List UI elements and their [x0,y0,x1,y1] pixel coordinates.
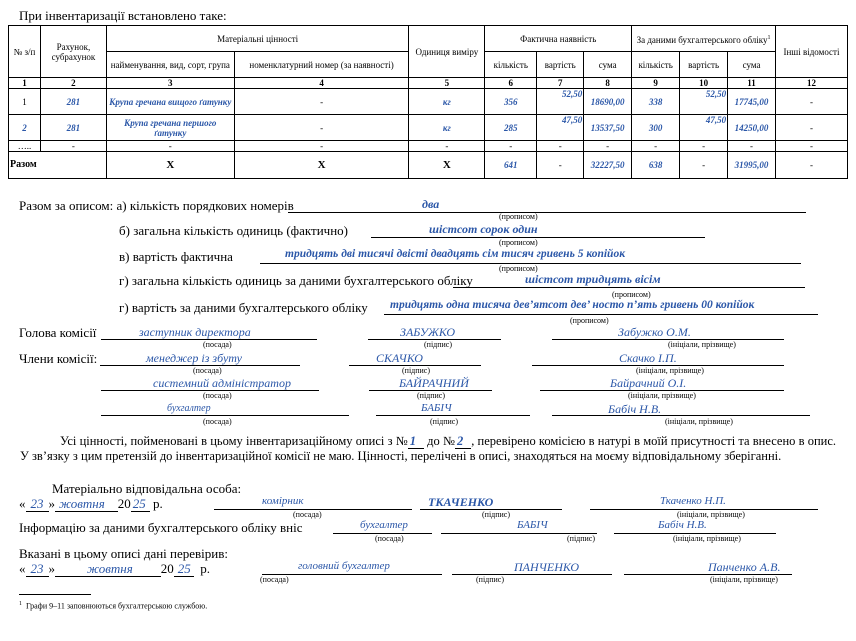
caption-initials: (ініціали, прізвище) [628,391,696,400]
cell-other: - [775,141,847,152]
header-num: № з/п [9,26,41,78]
entered-label: Інформацію за даними бухгалтерського обліку вніс [19,520,303,535]
member2-name: Байрачний О.І. [610,376,687,390]
cell-qty: 356 [485,89,537,115]
member3-signature-line [376,403,530,416]
cell-price: 47,50 [537,115,584,141]
total-name: Х [106,152,234,179]
statement-paragraph [20,434,836,464]
responsible-year: 25 [132,496,146,511]
member1-name-line [532,351,784,366]
summary-lead: Разом за описом: а) кількість порядкових номерів [19,198,294,213]
member2-position: системний адміністратор [153,376,291,390]
total-books-qty: 638 [632,152,680,179]
caption-signature: (підпис) [476,575,505,584]
statement-text-1: Усі цінності, пойменовані в цьому інвентаризаційному описі з № [60,434,408,448]
checked-label: Вказані в цьому описі дані перевірив: [19,546,228,561]
col-number: 7 [537,78,584,89]
col-number: 6 [485,78,537,89]
checked-name-line [624,561,792,575]
member3-signature: БАБІЧ [421,402,452,414]
total-books-price: - [680,152,728,179]
col-number: 3 [106,78,234,89]
entered-position: бухгалтер [360,519,408,531]
cell-books-sum: 17745,00 [728,89,776,115]
cell-other: - [775,89,847,115]
checked-year-prefix: 20 [160,561,174,576]
summary-c-value: тридцять дві тисячі двісті двадцять сім тисяч гривень 5 копійок [285,248,626,260]
footnote-ref: 1 [767,34,771,41]
summary-a-value: два [422,197,440,211]
cell-books-price: 52,50 [680,89,728,115]
cell-unit: кг [409,89,485,115]
header-actual: Фактична наявність [485,26,632,52]
entered-name: Бабіч Н.В. [658,519,707,531]
head-signature: ЗАБУЖКО [400,325,456,339]
table-row [9,89,848,115]
cell-books-sum: - [728,141,776,152]
summary-a-line [288,198,806,213]
caption-signature: (підпис) [567,534,596,543]
statement-text-2: до № [427,434,455,448]
total-row [9,152,848,179]
cell-books-sum: 14250,00 [728,115,776,141]
member1-name: Скачко І.П. [619,351,677,365]
header-books-qty: кількість [632,52,680,78]
checked-year: 25 [177,561,191,576]
caption-position: (посада) [293,510,322,519]
col-number: 1 [9,78,41,89]
cell-name: Крупа гречана вищого ґатунку [106,89,234,115]
member3-name-line [552,403,810,416]
cell-books-qty: 300 [632,115,680,141]
responsible-name: Ткаченко Н.П. [660,495,726,507]
header-price: вартість [537,52,584,78]
header-values: Матеріальні цінності [106,26,409,52]
inventory-table [8,25,848,179]
col-number: 2 [40,78,106,89]
total-qty: 641 [485,152,537,179]
checked-name: Панченко А.В. [708,560,781,574]
total-nomen: Х [234,152,409,179]
member1-position: менеджер із збуту [146,351,242,365]
cell-unit: кг [409,115,485,141]
col-number: 4 [234,78,409,89]
checked-year-suffix: р. [200,561,211,576]
footnote [19,601,207,611]
caption-position: (посада) [203,391,232,400]
header-account: Рахунок, субрахунок [40,26,106,78]
cell-books-qty: - [632,141,680,152]
total-other: - [775,152,847,179]
cell-sum: 18690,00 [584,89,632,115]
cell-num: ….. [9,141,41,152]
caption-words: (прописом) [499,264,538,273]
summary-c-label: в) вартість фактична [119,249,233,264]
statement-to: 2 [456,434,464,448]
checked-date: « 23 » жовтня 20 25 р. [19,561,211,576]
caption-signature: (підпис) [430,417,459,426]
header-books: За даними бухгалтерського обліку$^1$ [632,26,776,52]
responsible-signature: ТКАЧЕНКО [428,495,494,509]
cell-num: 1 [9,89,41,115]
cell-account: - [40,141,106,152]
checked-signature-line [452,561,612,575]
head-name-line [552,325,784,340]
summary-d-line [453,273,805,288]
responsible-signature-line [420,496,562,510]
entered-signature-line [441,520,597,534]
statement-from: 1 [409,434,416,448]
caption-initials: (ініціали, прізвище) [665,417,733,426]
col-number: 8 [584,78,632,89]
col-number: 11 [728,78,776,89]
summary-b-label: б) загальна кількість одиниць (фактично) [119,223,348,238]
member3-position: бухгалтер [167,403,211,414]
responsible-label: Матеріально відповідальна особа: [52,481,242,496]
summary-d-value: шістсот тридцять вісім [525,272,661,286]
summary-d-label: г) загальна кількість одиниць за даними бухгалтерського обліку [119,273,473,288]
entered-name-line [614,520,776,534]
summary-e-line [384,300,818,315]
responsible-day: 23 [30,496,44,511]
col-number: 10 [680,78,728,89]
member2-name-line [540,376,784,391]
summary-c-line [260,249,801,264]
cell-books-qty: 338 [632,89,680,115]
header-sum: сума [584,52,632,78]
footnote-text: Графи 9–11 заповнюються бухгалтерською службою. [26,601,208,611]
cell-qty: 285 [485,115,537,141]
total-books-sum: 31995,00 [728,152,776,179]
commission-head-label: Голова комісії [19,325,97,340]
checked-position: головний бухгалтер [298,560,390,572]
cell-nomen: - [234,89,409,115]
header-books-sum: сума [728,52,776,78]
caption-signature: (підпис) [424,340,453,349]
caption-initials: (ініціали, прізвище) [677,510,745,519]
head-name: Забужко О.М. [618,325,691,339]
head-position: заступник директора [139,325,251,339]
caption-position: (посада) [375,534,404,543]
header-unit: Одиниця виміру [409,26,485,78]
total-price: - [537,152,584,179]
responsible-year-suffix: р. [153,496,163,511]
member3-position-line [101,403,349,416]
caption-words: (прописом) [499,212,538,221]
head-position-line [101,325,317,340]
cell-qty: - [485,141,537,152]
caption-initials: (ініціали, прізвище) [710,575,778,584]
caption-words: (прописом) [499,238,538,247]
cell-sum: 13537,50 [584,115,632,141]
statement-text-3: , перевірено комісією в натурі в моїй присутності та внесено в опис. У зв’язку з цим претензій до інвентаризаційної комісії не маю. Цінності, перелічені в описі, знаходяться на моєму відповідальному зберіганні. [20,434,837,463]
footnote-mark: 1 [19,601,22,607]
entered-signature: БАБІЧ [517,519,548,531]
checked-month: жовтня [87,561,133,576]
responsible-name-line [590,496,818,510]
member2-signature: БАЙРАЧНИЙ [399,376,469,390]
cell-account: 281 [40,115,106,141]
table-row [9,115,848,141]
footnote-separator [19,594,91,595]
member1-signature-line [349,351,481,366]
cell-nomen: - [234,115,409,141]
caption-initials: (ініціали, прізвище) [673,534,741,543]
cell-account: 281 [40,89,106,115]
caption-position: (посада) [203,417,232,426]
cell-price: 52,50 [537,89,584,115]
total-sum: 32227,50 [584,152,632,179]
caption-signature: (підпис) [402,366,431,375]
responsible-year-prefix: 20 [117,496,131,511]
intro-text: При інвентаризації встановлено таке: [19,8,227,23]
column-numbers-row [9,78,848,89]
head-signature-line [368,325,501,340]
cell-nomen: - [234,141,409,152]
caption-position: (посада) [203,340,232,349]
responsible-month: жовтня [59,496,105,511]
cell-num: 2 [9,115,41,141]
header-books-price: вартість [680,52,728,78]
cell-books-price: - [680,141,728,152]
cell-name: Крупа гречана першого ґатунку [106,115,234,141]
header-name: найменування, вид, сорт, група [106,52,234,78]
member2-position-line [101,376,319,391]
checked-position-line [262,561,442,575]
checked-day: 23 [30,561,44,576]
checked-signature: ПАНЧЕНКО [514,560,579,574]
responsible-position: комірник [262,495,304,507]
cell-books-price: 47,50 [680,115,728,141]
caption-initials: (ініціали, прізвище) [668,340,736,349]
caption-signature: (підпис) [417,391,446,400]
entered-position-line [333,520,432,534]
caption-signature: (підпис) [482,510,511,519]
caption-initials: (ініціали, прізвище) [636,366,704,375]
responsible-date: « 23 » жовтня 20 25 р. [19,496,163,511]
caption-position: (посада) [260,575,289,584]
header-other: Інші відомості [775,26,847,78]
caption-position: (посада) [193,366,222,375]
summary-b-value: шістсот сорок один [429,222,538,236]
member3-name: Бабіч Н.В. [608,402,662,416]
col-number: 5 [409,78,485,89]
member1-position-line [100,351,300,366]
summary-e-value: тридцять одна тисяча дев’ятсот дев’ носто п’ять гривень 00 копійок [390,299,755,311]
cell-name: - [106,141,234,152]
header-nomen: номенклатурний номер (за наявності) [234,52,409,78]
summary-b-line [371,223,705,238]
col-number: 9 [632,78,680,89]
table-row [9,141,848,152]
responsible-position-line [214,496,412,510]
member2-signature-line [369,376,492,391]
total-label: Разом [9,152,107,179]
cell-unit: - [409,141,485,152]
commission-members-label: Члени комісії: [19,351,98,366]
member1-signature: СКАЧКО [376,351,423,365]
header-qty: кількість [485,52,537,78]
cell-sum: - [584,141,632,152]
cell-price: - [537,141,584,152]
col-number: 12 [775,78,847,89]
caption-words: (прописом) [570,316,609,325]
summary-e-label: г) вартість за даними бухгалтерського обліку [119,300,368,315]
cell-other: - [775,115,847,141]
total-unit: Х [409,152,485,179]
caption-words: (прописом) [612,290,651,299]
